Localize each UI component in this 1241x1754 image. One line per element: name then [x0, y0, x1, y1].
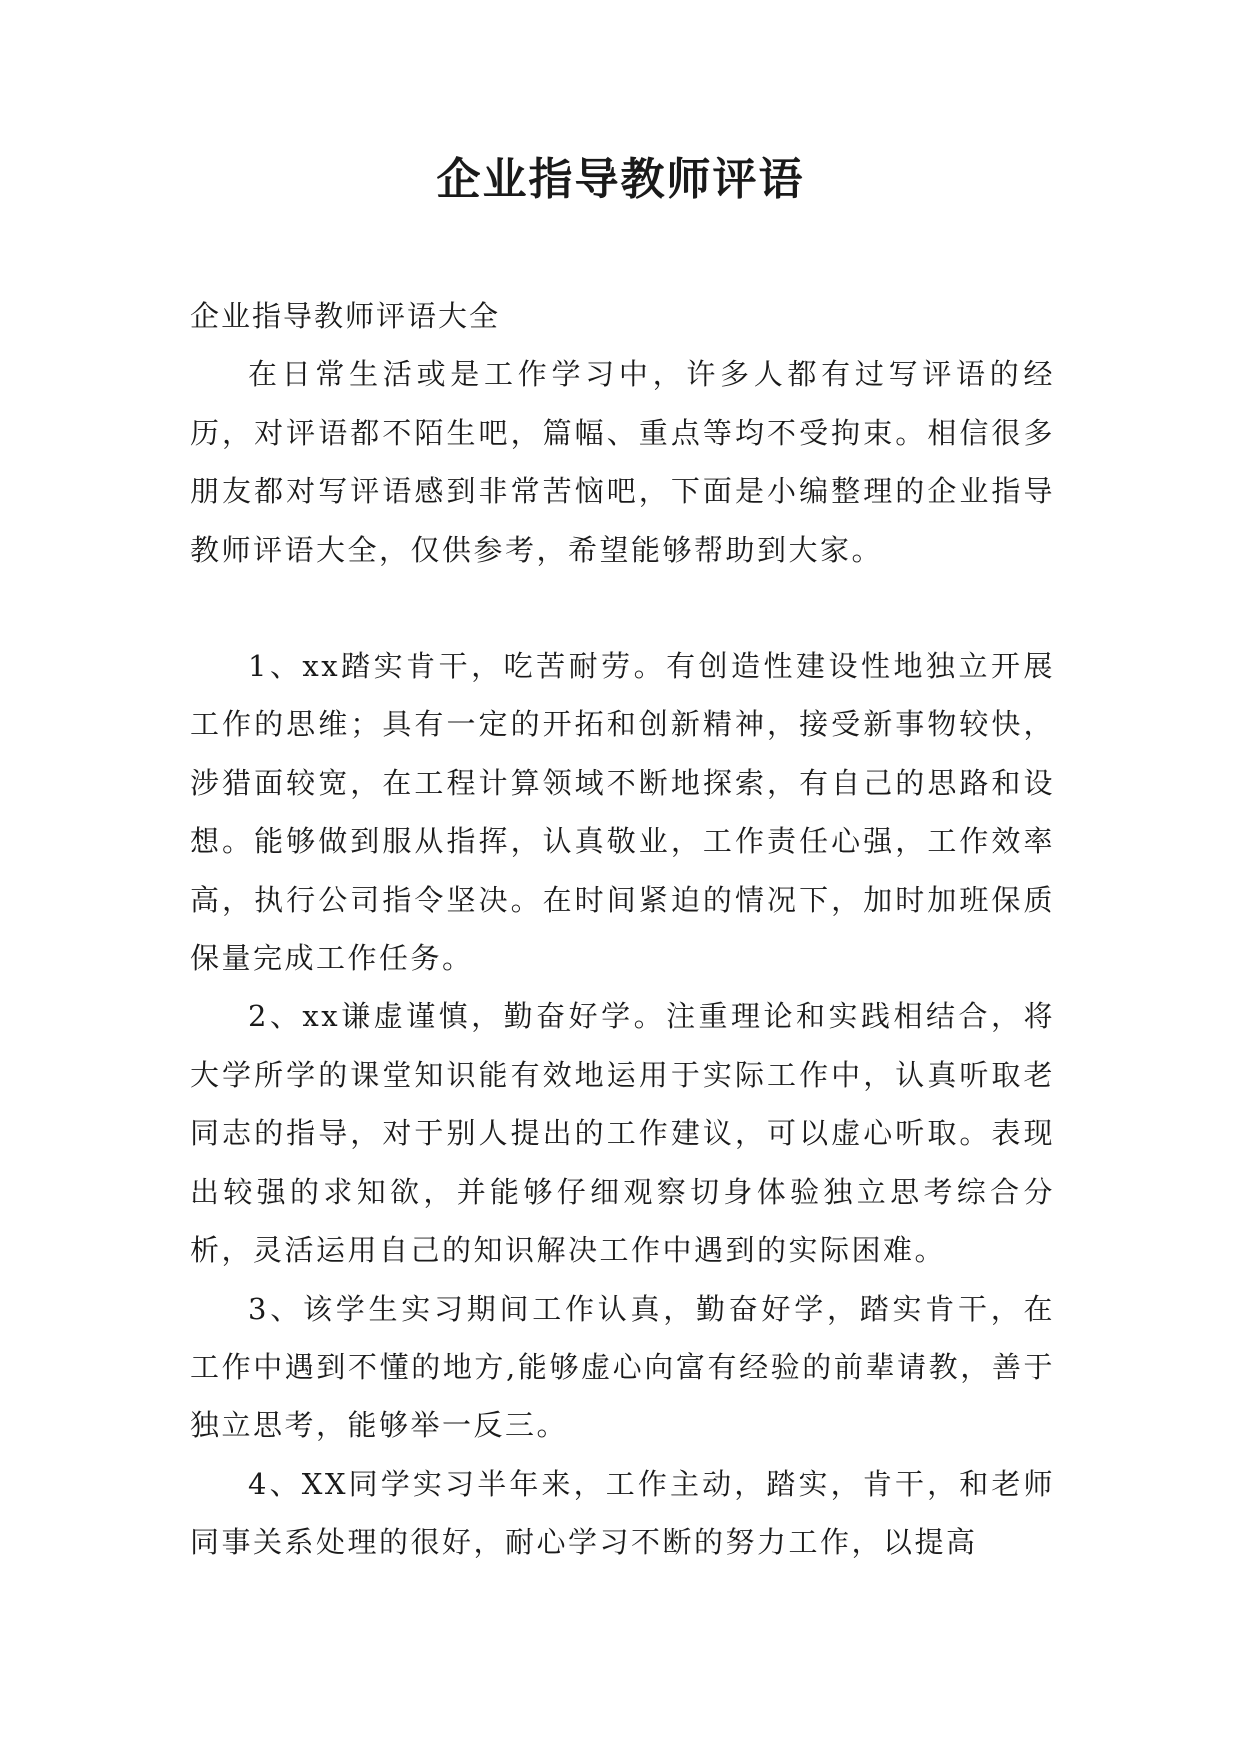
comment-item-3: 3、该学生实习期间工作认真，勤奋好学，踏实肯干，在工作中遇到不懂的地方,能够虚心向富有经验的前辈请教，善于独立思考，能够举一反三。 [190, 1291, 1055, 1443]
comment-item-4: 4、XX同学实习半年来，工作主动，踏实，肯干，和老师同事关系处理的很好，耐心学习不断的努力工作，以提高 [190, 1466, 1055, 1560]
document-subtitle: 企业指导教师评语大全 [190, 299, 501, 333]
paragraph-spacer [190, 579, 1055, 637]
comment-item-2: 2、xx谦虚谨慎，勤奋好学。注重理论和实践相结合，将大学所学的课堂知识能有效地运用于实际工作中，认真听取老同志的指导，对于别人提出的工作建议，可以虚心听取。表现出较强的求知欲，并能够仔细观察切身体验独立思考综合分析，灵活运用自己的知识解决工作中遇到的实际困难。 [190, 999, 1055, 1268]
document-body [190, 287, 1055, 1572]
document-title: 企业指导教师评语 [436, 154, 805, 205]
intro-paragraph: 在日常生活或是工作学习中，许多人都有过写评语的经历，对评语都不陌生吧，篇幅、重点等均不受拘束。相信很多朋友都对写评语感到非常苦恼吧，下面是小编整理的企业指导教师评语大全，仅供参考，希望能够帮助到大家。 [190, 357, 1055, 567]
comment-item-1: 1、xx踏实肯干，吃苦耐劳。有创造性建设性地独立开展工作的思维；具有一定的开拓和创新精神，接受新事物较快，涉猎面较宽，在工程计算领域不断地探索，有自己的思路和设想。能够做到服从指挥，认真敬业，工作责任心强，工作效率高，执行公司指令坚决。在时间紧迫的情况下，加时加班保质保量完成工作任务。 [190, 649, 1055, 976]
